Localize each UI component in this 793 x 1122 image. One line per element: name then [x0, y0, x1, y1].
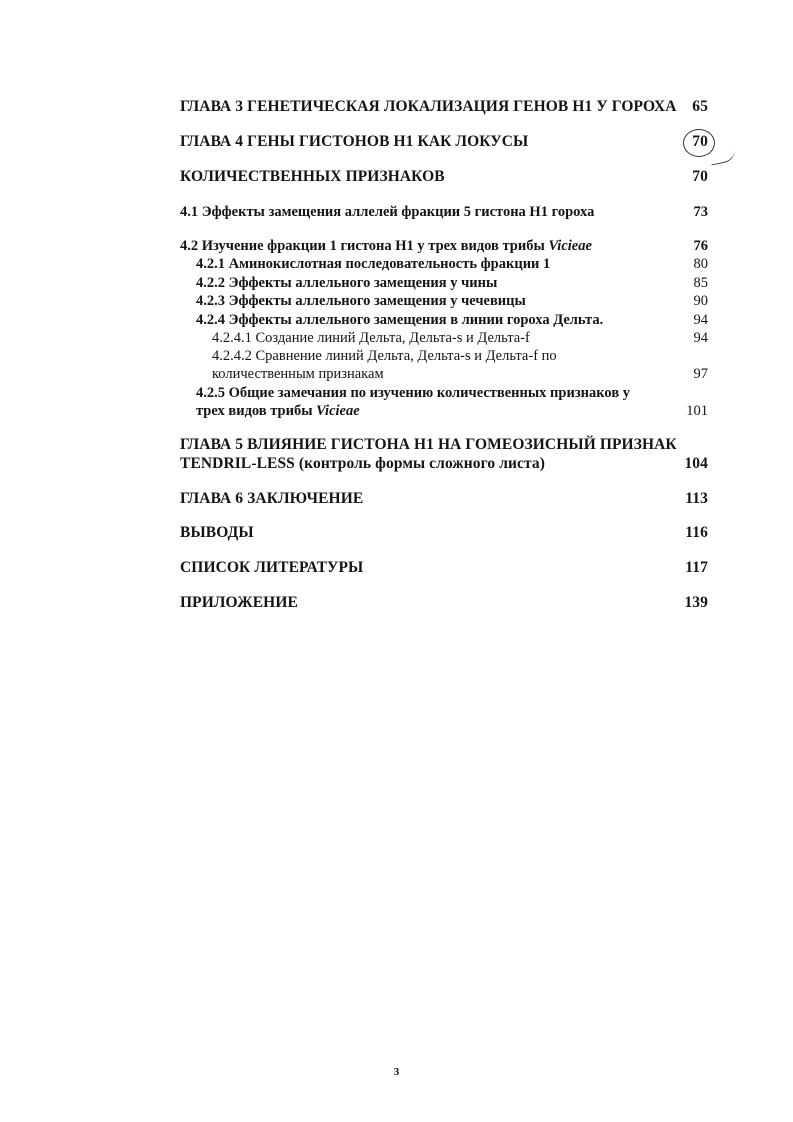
toc-entry-title: [180, 98, 677, 116]
toc-entry-title: [180, 203, 594, 221]
toc-entry-page: 85: [693, 275, 708, 291]
toc-entry-page: 139: [684, 594, 708, 611]
toc-entry-text: 4.2 Изучение фракции 1 гистона Н1 у трех видов трибы: [180, 238, 549, 254]
toc-entry-page: 73: [693, 204, 708, 220]
toc-entry-title: [180, 436, 677, 454]
toc-entry-title: [180, 133, 528, 151]
toc-entry-page: 65: [692, 98, 708, 115]
toc-entry-text: КОЛИЧЕСТВЕННЫХ ПРИЗНАКОВ: [180, 168, 445, 185]
toc-entry-text: 4.2.2 Эффекты аллельного замещения у чины: [196, 275, 498, 291]
toc-entry-title: [196, 311, 603, 329]
toc-entry-text: 4.2.4.2 Сравнение линий Дельта, Дельта-s и Дельта-f по: [212, 348, 557, 364]
toc-entry-title: [180, 168, 445, 186]
toc-entry-text: количественным признакам: [212, 366, 384, 382]
toc-entry-text: ГЛАВА 6 ЗАКЛЮЧЕНИЕ: [180, 490, 364, 507]
toc-entry-page: 94: [693, 312, 708, 328]
toc-entry-title: [180, 237, 592, 255]
toc-entry-title: [196, 274, 497, 292]
toc-entry-title: [180, 559, 363, 577]
toc-entry-italic: Vicieae: [548, 238, 592, 254]
toc-entry-title: [196, 292, 526, 310]
toc-entry-page: 76: [693, 238, 708, 254]
toc-entry-text: TENDRIL-LESS (контроль формы сложного листа): [180, 455, 546, 472]
toc-entry-title: [196, 255, 550, 273]
toc-entry-text: 4.2.1 Аминокислотная последовательность фракции 1: [196, 256, 551, 272]
toc-entry-page: 113: [685, 490, 708, 507]
toc-entry-title: [180, 524, 254, 542]
toc-entry-page: 97: [693, 366, 708, 382]
toc-entry-title: [180, 490, 363, 508]
toc-entry-page: 70: [692, 168, 708, 185]
toc-entry-title: [212, 347, 557, 365]
toc-entry-text: ГЛАВА 3 ГЕНЕТИЧЕСКАЯ ЛОКАЛИЗАЦИЯ ГЕНОВ Н1 У ГОРОХА: [180, 98, 677, 115]
toc-entry-page: 104: [684, 455, 708, 472]
toc-entry-page: 90: [693, 293, 708, 309]
page-number: 3: [393, 1066, 400, 1078]
toc-entry-page: 101: [686, 403, 708, 419]
toc-entry-page: 94: [693, 330, 708, 346]
toc-entry-text: ПРИЛОЖЕНИЕ: [180, 594, 298, 611]
toc-entry-text: 4.2.4.1 Создание линий Дельта, Дельта-s и Дельта-f: [212, 330, 530, 346]
toc-entry-text: 4.1 Эффекты замещения аллелей фракции 5 гистона Н1 гороха: [180, 204, 595, 220]
toc-entry-text: 4.2.5 Общие замечания по изучению количественных признаков у: [196, 385, 631, 401]
toc-entry-text: ВЫВОДЫ: [180, 524, 254, 541]
toc-entry-text: 4.2.4 Эффекты аллельного замещения в линии гороха Дельта.: [196, 312, 604, 328]
toc-entry-italic: Vicieae: [316, 403, 360, 419]
toc-entry-text: ГЛАВА 4 ГЕНЫ ГИСТОНОВ Н1 КАК ЛОКУСЫ: [180, 133, 529, 150]
toc-entry-text: ГЛАВА 5 ВЛИЯНИЕ ГИСТОНА Н1 НА ГОМЕОЗИСНЫЙ ПРИЗНАК: [180, 436, 677, 453]
toc-entry-title: [180, 455, 545, 473]
toc-entry-title: [180, 594, 298, 612]
toc-entry-page: 70: [692, 133, 708, 150]
toc-entry-title: [212, 365, 384, 383]
toc-entry-page: 117: [685, 559, 708, 576]
toc-entry-title: [212, 329, 530, 347]
toc-entry-title: [196, 402, 360, 420]
toc-entry-title: [196, 384, 630, 402]
toc-entry-page: 80: [693, 256, 708, 272]
toc-entry-text: 4.2.3 Эффекты аллельного замещения у чечевицы: [196, 293, 526, 309]
handwritten-stroke-mark: [709, 147, 737, 165]
toc-entry-text: СПИСОК ЛИТЕРАТУРЫ: [180, 559, 364, 576]
toc-entry-text: трех видов трибы: [196, 403, 317, 419]
toc-entry-page: 116: [685, 524, 708, 541]
